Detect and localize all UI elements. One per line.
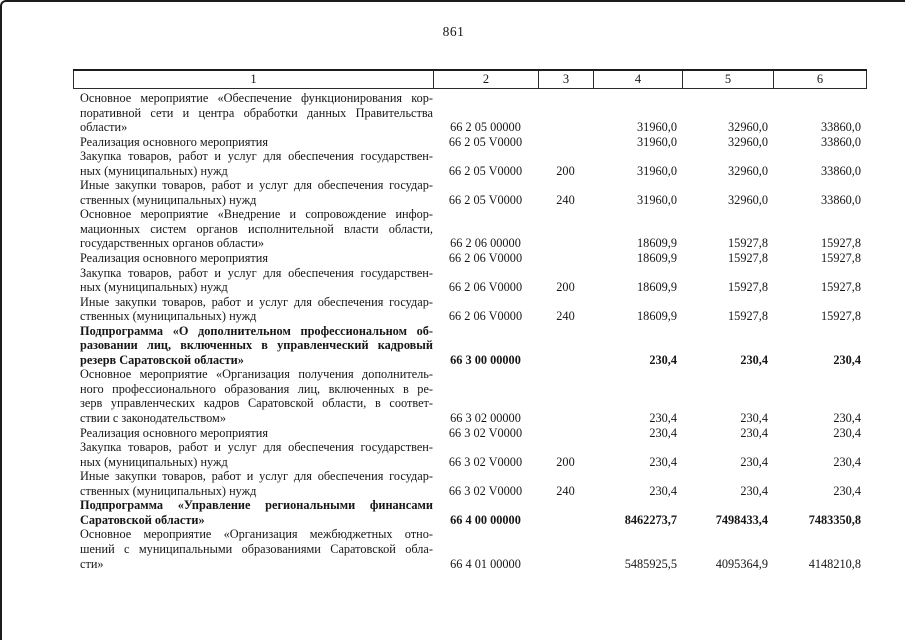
- row-title-line: ных (муниципальных) нужд: [80, 454, 228, 469]
- header-col-3: 3: [539, 70, 594, 89]
- row-title-line: ственных (муниципальных) нужд: [80, 309, 257, 324]
- header-col-5: 5: [683, 70, 774, 89]
- row-title-line: Основное мероприятие «Обеспечение функционирования кор-: [80, 91, 433, 105]
- row-title-line: Иные закупки товаров, работ и услуг для обеспечения государ-: [80, 469, 433, 484]
- row-title: [73, 266, 433, 295]
- row-amount-year1: 31960,0: [637, 134, 677, 149]
- row-title-line: Закупка товаров, работ и услуг для обеспечения государствен-: [80, 440, 433, 455]
- table-row: [73, 251, 866, 266]
- row-target-code: 66 3 02 V0000: [448, 483, 523, 498]
- row-amount-year1: 18609,9: [637, 251, 677, 266]
- row-amount-year3: 15927,8: [821, 280, 861, 295]
- row-target-code: 66 2 06 V0000: [448, 251, 523, 266]
- row-amount-year2: 230,4: [740, 352, 768, 367]
- row-amount-year2: 15927,8: [728, 236, 768, 251]
- row-title-line: зерв управленческих кадров Саратовской области, в соответ-: [80, 396, 433, 411]
- row-title: [73, 426, 433, 441]
- row-amount-year2: 32960,0: [728, 134, 768, 149]
- row-title-line: ных (муниципальных) нужд: [80, 163, 228, 178]
- table-column-header: [73, 69, 867, 89]
- row-expense-type-code: [538, 527, 593, 571]
- row-amount-year2: 15927,8: [728, 309, 768, 324]
- row-title-line: Основное мероприятие «Организация межбюджетных отно-: [80, 527, 433, 542]
- row-title: [73, 251, 433, 266]
- row-target-code: 66 4 01 00000: [450, 556, 521, 571]
- row-title: [73, 207, 433, 251]
- row-title-line: сти»: [80, 556, 104, 571]
- row-title-line: Иные закупки товаров, работ и услуг для обеспечения государ-: [80, 178, 433, 193]
- row-amount-year3: 33860,0: [821, 134, 861, 149]
- row-amount-year2: 32960,0: [728, 192, 768, 207]
- row-title-line: Иные закупки товаров, работ и услуг для обеспечения государ-: [80, 294, 433, 309]
- row-amount-year1: 31960,0: [637, 163, 677, 178]
- row-amount-year3: 230,4: [833, 425, 861, 440]
- row-expense-type-code: [538, 91, 593, 135]
- row-amount-year1: 230,4: [649, 411, 677, 426]
- row-title-line: ственных (муниципальных) нужд: [80, 192, 257, 207]
- row-amount-year3: 230,4: [833, 411, 861, 426]
- table-row: [73, 207, 866, 251]
- table-row: [73, 440, 866, 469]
- row-amount-year1: 18609,9: [637, 280, 677, 295]
- row-title: [73, 469, 433, 498]
- row-target-code: 66 3 02 V0000: [448, 425, 523, 440]
- row-title: [73, 91, 433, 135]
- table-row: [73, 527, 866, 571]
- table-row: [73, 295, 866, 324]
- row-expense-type-code: [538, 207, 593, 251]
- row-title-line: Основное мероприятие «Организация получения дополнитель-: [80, 367, 433, 382]
- row-target-code: 66 2 05 V0000: [448, 192, 523, 207]
- row-title-line: ственных (муниципальных) нужд: [80, 483, 257, 498]
- row-amount-year1: 18609,9: [637, 309, 677, 324]
- row-expense-type-code: 200: [556, 454, 575, 469]
- header-col-4: 4: [594, 70, 683, 89]
- row-title: [73, 440, 433, 469]
- row-title: [73, 324, 433, 368]
- row-title-line: мационных систем органов исполнительной власти области,: [80, 221, 433, 236]
- row-title: [73, 527, 433, 571]
- row-title: [73, 149, 433, 178]
- table-row: [73, 426, 866, 441]
- row-title-line: Подпрограмма «Управление региональными финансами: [80, 498, 433, 513]
- row-expense-type-code: 200: [556, 163, 575, 178]
- budget-table-area: [73, 69, 866, 571]
- row-expense-type-code: [538, 498, 593, 527]
- header-col-2: 2: [434, 70, 539, 89]
- row-amount-year1: 31960,0: [637, 120, 677, 135]
- row-amount-year1: 5485925,5: [624, 556, 677, 571]
- row-expense-type-code: 240: [556, 192, 575, 207]
- header-row: [74, 70, 867, 89]
- row-expense-type-code: 240: [556, 483, 575, 498]
- row-amount-year2: 7498433,4: [715, 512, 768, 527]
- row-amount-year2: 15927,8: [728, 251, 768, 266]
- row-title: [73, 367, 433, 425]
- row-expense-type-code: [538, 135, 593, 150]
- row-title-line: государственных органов области»: [80, 236, 265, 251]
- row-target-code: 66 2 06 V0000: [448, 309, 523, 324]
- row-title-line: Закупка товаров, работ и услуг для обеспечения государствен-: [80, 149, 433, 164]
- page-number: 861: [442, 24, 465, 39]
- row-target-code: 66 4 00 00000: [450, 512, 521, 527]
- row-title-line: резерв Саратовской области»: [80, 352, 244, 367]
- row-title-line: ного профессионального образования лиц, включенных в ре-: [80, 381, 433, 396]
- header-col-1: 1: [74, 70, 434, 89]
- row-amount-year1: 230,4: [649, 454, 677, 469]
- row-title-line: Подпрограмма «О дополнительном профессиональном об-: [80, 323, 433, 338]
- row-amount-year1: 8462273,7: [624, 512, 677, 527]
- row-amount-year2: 230,4: [740, 411, 768, 426]
- row-title-line: Закупка товаров, работ и услуг для обеспечения государствен-: [80, 265, 433, 280]
- row-amount-year3: 230,4: [833, 483, 861, 498]
- row-title-line: Реализация основного мероприятия: [80, 425, 269, 440]
- row-amount-year3: 4148210,8: [808, 556, 861, 571]
- row-target-code: 66 2 05 V0000: [448, 163, 523, 178]
- row-amount-year2: 32960,0: [728, 120, 768, 135]
- row-expense-type-code: [538, 251, 593, 266]
- row-expense-type-code: 200: [556, 280, 575, 295]
- row-amount-year2: 32960,0: [728, 163, 768, 178]
- table-row: [73, 469, 866, 498]
- row-amount-year2: 230,4: [740, 425, 768, 440]
- row-target-code: 66 2 05 00000: [450, 120, 521, 135]
- row-target-code: 66 2 05 V0000: [448, 134, 523, 149]
- row-title-line: области»: [80, 120, 128, 135]
- row-amount-year1: 18609,9: [637, 236, 677, 251]
- row-target-code: 66 2 06 00000: [450, 236, 521, 251]
- row-expense-type-code: [538, 324, 593, 368]
- row-title-line: Реализация основного мероприятия: [80, 134, 269, 149]
- row-target-code: 66 3 00 00000: [450, 352, 521, 367]
- row-title-line: разовании лиц, включенных в управленческий кадровый: [80, 338, 433, 353]
- row-amount-year2: 230,4: [740, 483, 768, 498]
- row-amount-year3: 33860,0: [821, 120, 861, 135]
- row-amount-year1: 230,4: [649, 352, 677, 367]
- row-title-line: Реализация основного мероприятия: [80, 251, 269, 266]
- row-target-code: 66 3 02 V0000: [448, 454, 523, 469]
- row-amount-year3: 15927,8: [821, 251, 861, 266]
- budget-table-body: [73, 91, 866, 571]
- row-title-line: Саратовской области»: [80, 512, 205, 527]
- row-amount-year3: 33860,0: [821, 192, 861, 207]
- row-amount-year1: 230,4: [649, 483, 677, 498]
- row-title-line: шений с муниципальными образованиями Саратовской обла-: [80, 541, 433, 556]
- budget-table: [73, 91, 866, 571]
- row-title: [73, 178, 433, 207]
- row-target-code: 66 3 02 00000: [450, 411, 521, 426]
- table-row: [73, 266, 866, 295]
- row-expense-type-code: 240: [556, 309, 575, 324]
- row-amount-year3: 230,4: [833, 352, 861, 367]
- row-amount-year2: 230,4: [740, 454, 768, 469]
- row-title: [73, 498, 433, 527]
- row-title: [73, 135, 433, 150]
- table-row: [73, 149, 866, 178]
- row-amount-year3: 7483350,8: [808, 512, 861, 527]
- row-amount-year3: 33860,0: [821, 163, 861, 178]
- table-row: [73, 367, 866, 425]
- header-col-6: 6: [774, 70, 867, 89]
- row-title-line: Основное мероприятие «Внедрение и сопровождение инфор-: [80, 207, 433, 222]
- row-amount-year3: 15927,8: [821, 236, 861, 251]
- row-title-line: поративной сети и центра обработки данных Правительства: [80, 105, 433, 120]
- table-row: [73, 324, 866, 368]
- row-amount-year3: 230,4: [833, 454, 861, 469]
- row-title-line: ствии с законодательством»: [80, 411, 226, 426]
- table-row: [73, 91, 866, 135]
- row-amount-year1: 230,4: [649, 425, 677, 440]
- row-amount-year3: 15927,8: [821, 309, 861, 324]
- table-row: [73, 178, 866, 207]
- row-title-line: ных (муниципальных) нужд: [80, 280, 228, 295]
- row-amount-year1: 31960,0: [637, 192, 677, 207]
- table-row: [73, 135, 866, 150]
- row-title: [73, 295, 433, 324]
- row-expense-type-code: [538, 367, 593, 425]
- row-target-code: 66 2 06 V0000: [448, 280, 523, 295]
- table-row: [73, 498, 866, 527]
- row-amount-year2: 4095364,9: [715, 556, 768, 571]
- row-expense-type-code: [538, 426, 593, 441]
- row-amount-year2: 15927,8: [728, 280, 768, 295]
